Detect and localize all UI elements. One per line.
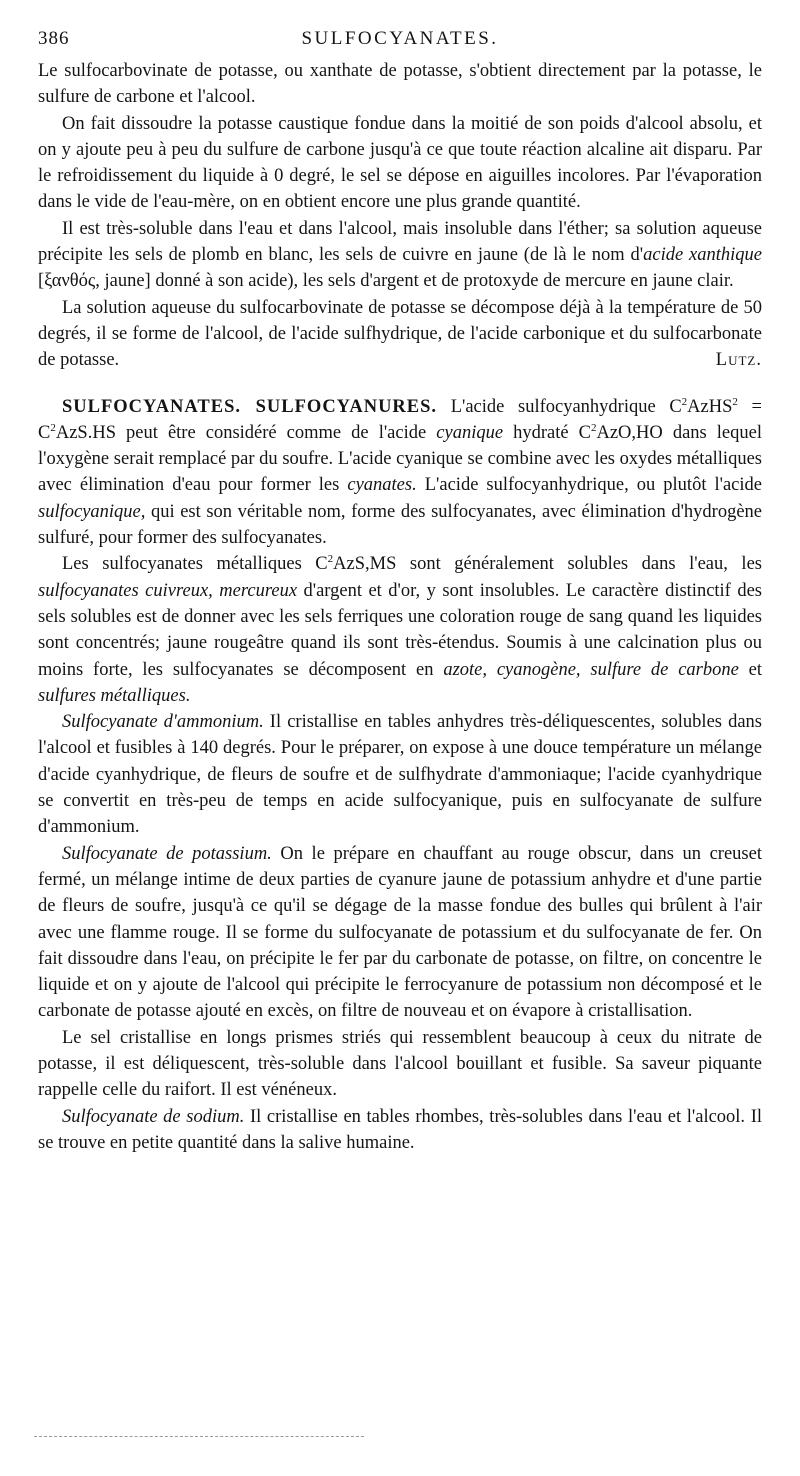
text-run: L'acide sulfocyanhydrique C — [437, 396, 682, 417]
text-run: On le prépare en chauffant au rouge obscur, dans un creuset fermé, un mélange intime de deux parties de cyanure jaune de potassium anhydre et d'une partie de fleurs de soufre, jusqu'à ce qu'il se dégage de la masse fondue des bulles qui brûlent à l'air avec une flamme rouge. Il se forme du sulfocyanate de potassium et du sulfocyanate de fer. On fait dissoudre dans l'eau, on précipite le fer par du carbonate de potasse, on filtre, on concentre le liquide et on y ajoute de l'alcool qui précipite le ferrocyanure de potassium non décomposé et le carbonate de potasse ajouté en excès, on filtre de nouveau et on évapore à cristallisation. — [38, 843, 762, 1022]
text-run: Il cristallise en tables anhydres très-déliquescentes, solubles dans l'alcool et fusibles à 140 degrés. Pour le préparer, on expose à une douce température un mélange d'acide cyanhydrique, de fleurs de soufre et de sulfhydrate d'ammoniaque; l'acide cyanhydrique se convertit en très-peu de temps en acide sulfocyanique, puis en sulfocyanate de sulfure d'ammonium. — [38, 712, 762, 838]
text-run: AzO,HO dans lequel l'oxygène serait remplacé par du soufre. L'acide cyanique se combine avec les oxydes métalliques avec élimination d'eau pour former les — [38, 422, 762, 496]
text-run: AzS,MS sont généralement solubles dans l'eau, les — [333, 554, 762, 575]
paragraph-xanthate-decomposition — [38, 295, 762, 374]
italic-term: cyanates. — [347, 475, 417, 496]
page-header — [38, 28, 762, 58]
text-run: AzS.HS peut être considéré comme de l'acide — [55, 422, 437, 443]
italic-subheading: Sulfocyanate de sodium. — [62, 1106, 245, 1127]
paragraph-xanthate-solubility — [38, 216, 762, 295]
formula-superscript: 2 — [327, 553, 334, 566]
italic-subheading: Sulfocyanate d'ammonium. — [62, 712, 264, 733]
formula-superscript: 2 — [681, 395, 688, 408]
paragraph-ammonium-sulfocyanate — [38, 709, 762, 840]
paragraph-potassium-sulfocyanate — [38, 841, 762, 1025]
text-run: Les sulfocyanates métalliques C — [62, 554, 328, 575]
paragraph-xanthate-intro: Le sulfocarbovinate de potasse, ou xanthate de potasse, s'obtient directement par la potasse, le sulfure de carbone et l'alcool. — [38, 61, 762, 108]
paragraph-sodium-sulfocyanate — [38, 1104, 762, 1157]
text-run: Il cristallise en tables rhombes, très-solubles dans l'eau et l'alcool. Il se trouve en petite quantité dans la salive humaine. — [38, 1106, 762, 1153]
book-page — [38, 28, 762, 1156]
italic-term: cyanique — [436, 422, 504, 443]
text-run: = C — [38, 396, 762, 443]
italic-term: sulfocyanique, — [38, 501, 146, 522]
italic-subheading: Sulfocyanate de potassium. — [62, 843, 272, 864]
section-spacer — [38, 374, 762, 394]
section-heading: SULFOCYANATES. SULFOCYANURES. — [62, 396, 438, 417]
footer-rule — [34, 1436, 364, 1437]
page-number: 386 — [38, 28, 70, 49]
text-run: L'acide sulfocyanhydrique, ou plutôt l'acide — [416, 475, 762, 496]
author-signature: Lutz. — [715, 350, 762, 371]
italic-term: azote, cyanogène, sulfure de carbone — [443, 659, 739, 680]
text-run: hydraté C — [503, 422, 591, 443]
running-title: SULFOCYANATES. — [301, 28, 499, 49]
paragraph-sulfocyanates-definition — [38, 394, 762, 552]
paragraph-metallic-sulfocyanates — [38, 551, 762, 709]
text-run: Il est très-soluble dans l'eau et dans l'alcool, mais insoluble dans l'éther; sa solution aqueuse précipite les sels de plomb en blanc, les sels de cuivre en jaune (de là le nom d' — [38, 218, 762, 266]
text-run: [ξανθός, jaune] donné à son acide), les sels d'argent et de protoxyde de mercure en jaune clair. — [38, 271, 734, 292]
text-run: La solution aqueuse du sulfocarbovinate de potasse se décompose déjà à la température de 50 degrés, il se forme de l'alcool, de l'acide sulfhydrique, de l'acide carbonique et du sulfocarbonate de potasse. — [38, 297, 762, 371]
paragraph-potassium-salt-properties: Le sel cristallise en longs prismes striés qui ressemblent beaucoup à ceux du nitrate de potasse, il est déliquescent, très-soluble dans l'alcool bouillant et fusible. Sa saveur piquante rappelle celle du raifort. Il est vénéneux. — [38, 1027, 762, 1101]
italic-term: acide xanthique — [643, 245, 762, 266]
formula-superscript: 2 — [50, 421, 56, 434]
italic-term: sulfures métalliques. — [38, 685, 191, 706]
paragraph-xanthate-preparation: On fait dissoudre la potasse caustique fondue dans la moitié de son poids d'alcool absolu, et on y ajoute peu à peu du sulfure de carbone jusqu'à ce que toute réaction alcaline ait disparu. Par le refroidissement du liquide à 0 degré, le sel se dépose en aiguilles incolores. Par l'évaporation dans le vide de l'eau-mère, on en obtient encore une plus grande quantité. — [38, 113, 762, 213]
text-run: qui est son véritable nom, forme des sulfocyanates, avec élimination d'hydrogène sulfuré, pour former des sulfocyanates. — [38, 501, 762, 549]
text-run: d'argent et d'or, y sont insolubles. Le caractère distinctif des sels solubles est de donner avec les sels ferriques une coloration rouge de sang quand les liquides sont concentrés; jaune rougeâtre quand ils sont très-étendus. Soumis à une calcination plus ou moins forte, les sulfocyanates se décomposent en — [38, 580, 762, 680]
formula-superscript: 2 — [590, 421, 597, 434]
italic-term: sulfocyanates cuivreux, mercureux — [38, 580, 298, 601]
text-run: et — [738, 659, 762, 680]
text-run: AzHS — [687, 396, 733, 417]
formula-superscript: 2 — [732, 395, 738, 408]
